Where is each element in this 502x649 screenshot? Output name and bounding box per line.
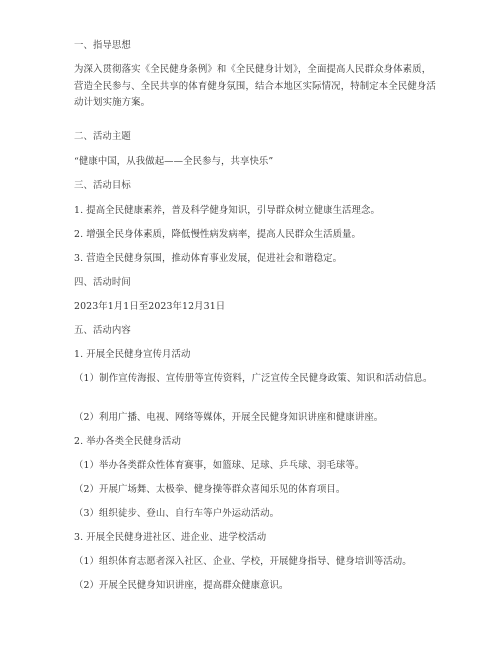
section-heading-goals: 三、活动目标 (74, 180, 131, 191)
content-item: （2）开展广场舞、太极拳、健身操等群众喜闻乐见的体育项目。 (74, 484, 346, 495)
content-item: （1）举办各类群众性体育赛事，如篮球、足球、乒乓球、羽毛球等。 (74, 460, 365, 471)
goal-item: 1. 提高全民健康素养，普及科学健身知识，引导群众树立健康生活理念。 (74, 205, 380, 216)
content-item: （1）制作宣传海报、宣传册等宣传资料，广泛宣传全民健身政策、知识和活动信息。 (74, 373, 433, 384)
time-text: 2023年1月1日至2023年12月31日 (74, 301, 226, 312)
section-heading-guiding: 一、指导思想 (74, 40, 131, 51)
goal-item: 3. 营造全民健身氛围，推动体育事业发展，促进社会和谐稳定。 (74, 253, 343, 264)
section-heading-content: 五、活动内容 (74, 325, 131, 336)
content-subheading: 1. 开展全民健身宣传月活动 (74, 349, 191, 360)
content-item: （1）组织体育志愿者深入社区、企业、学校，开展健身指导、健身培训等活动。 (74, 556, 412, 567)
content-subheading: 3. 开展全民健身进社区、进企业、进学校活动 (74, 532, 267, 543)
section-heading-theme: 二、活动主题 (74, 131, 131, 142)
theme-text: “健康中国，从我做起——全民参与，共享快乐” (74, 156, 274, 167)
section-heading-time: 四、活动时间 (74, 277, 131, 288)
guiding-paragraph: 为深入贯彻落实《全民健身条例》和《全民健身计划》，全面提高人民群众身体素质，营造全民参与、全民共享的体育健身氛围，结合本地区实际情况，特制定本全民健身活动计划实施方案。 (74, 64, 436, 108)
content-item: （3）组织徒步、登山、自行车等户外运动活动。 (74, 508, 280, 519)
content-item: （2）利用广播、电视、网络等媒体，开展全民健身知识讲座和健康讲座。 (74, 412, 384, 423)
content-item: （2）开展全民健身知识讲座，提高群众健康意识。 (74, 580, 289, 591)
goal-item: 2. 增强全民身体素质，降低慢性病发病率，提高人民群众生活质量。 (74, 229, 362, 240)
content-subheading: 2. 举办各类全民健身活动 (74, 436, 181, 447)
